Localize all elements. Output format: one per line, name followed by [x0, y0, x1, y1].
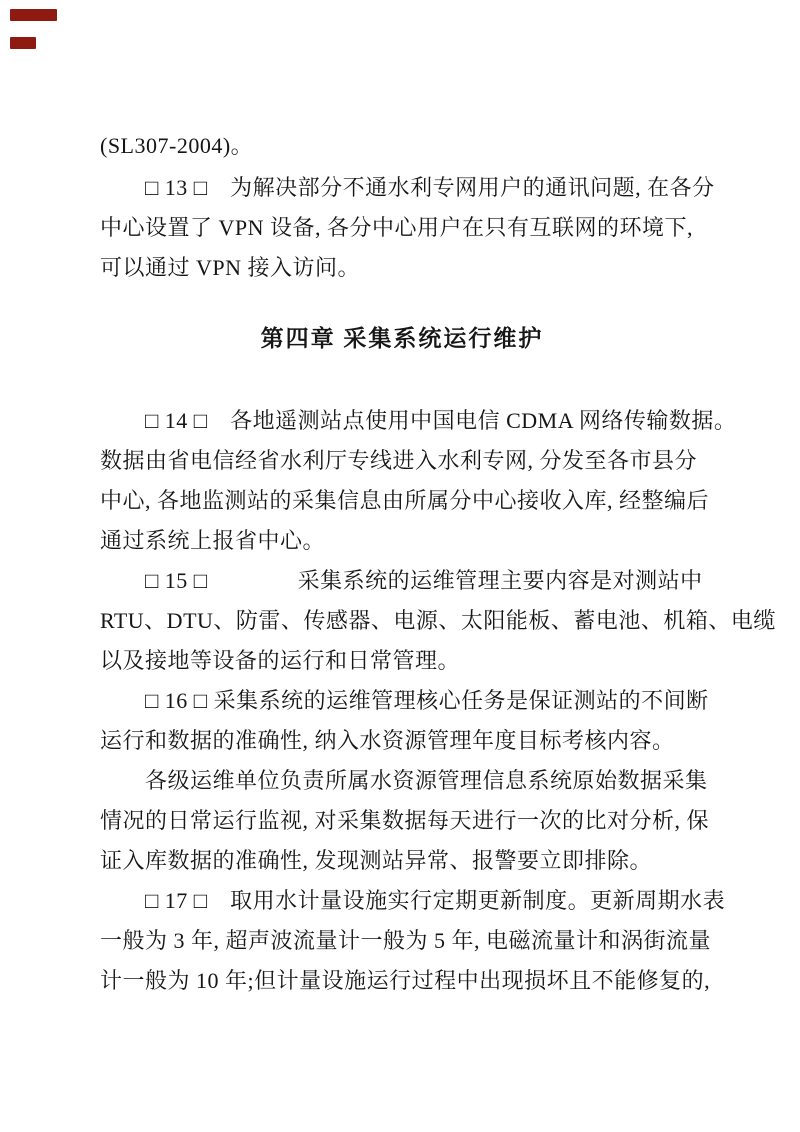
text-line: 情况的日常运行监视, 对采集数据每天进行一次的比对分析, 保	[100, 808, 710, 833]
text-line: □ 13 □ 为解决部分不通水利专网用户的通讯问题, 在各分	[145, 175, 715, 200]
text-line: □ 17 □ 取用水计量设施实行定期更新制度。更新周期水表	[145, 888, 726, 913]
text-line: 通过系统上报省中心。	[100, 528, 326, 553]
text-line: 各级运维单位负责所属水资源管理信息系统原始数据采集	[145, 768, 708, 793]
text-line: 以及接地等设备的运行和日常管理。	[100, 648, 461, 673]
chapter-heading: 第四章 采集系统运行维护	[260, 326, 544, 351]
document-text-layer	[100, 0, 776, 1132]
text-line: 证入库数据的准确性, 发现测站异常、报警要立即排除。	[100, 848, 653, 873]
text-line: 计一般为 10 年;但计量设施运行过程中出现损坏且不能修复的,	[100, 968, 711, 993]
text-line: 可以通过 VPN 接入访问。	[100, 255, 361, 280]
text-line: 中心, 各地监测站的采集信息由所属分中心接收入库, 经整编后	[100, 488, 710, 513]
text-line: 运行和数据的准确性, 纳入水资源管理年度目标考核内容。	[100, 728, 675, 753]
text-line: □ 15 □ 采集系统的运维管理主要内容是对测站中	[145, 568, 703, 593]
text-line: (SL307-2004)。	[100, 133, 254, 158]
text-line: □ 16 □ 采集系统的运维管理核心任务是保证测站的不间断	[145, 688, 709, 713]
text-line: 一般为 3 年, 超声波流量计一般为 5 年, 电磁流量计和涡街流量	[100, 928, 712, 953]
redaction-mark	[10, 9, 57, 21]
text-line: □ 14 □ 各地遥测站点使用中国电信 CDMA 网络传输数据。	[145, 408, 737, 433]
redaction-mark	[10, 37, 36, 49]
text-line: RTU、DTU、防雷、传感器、电源、太阳能板、蓄电池、机箱、电缆	[100, 608, 776, 633]
text-line: 数据由省电信经省水利厅专线进入水利专网, 分发至各市县分	[100, 448, 698, 473]
text-line: 中心设置了 VPN 设备, 各分中心用户在只有互联网的环境下,	[100, 215, 694, 240]
